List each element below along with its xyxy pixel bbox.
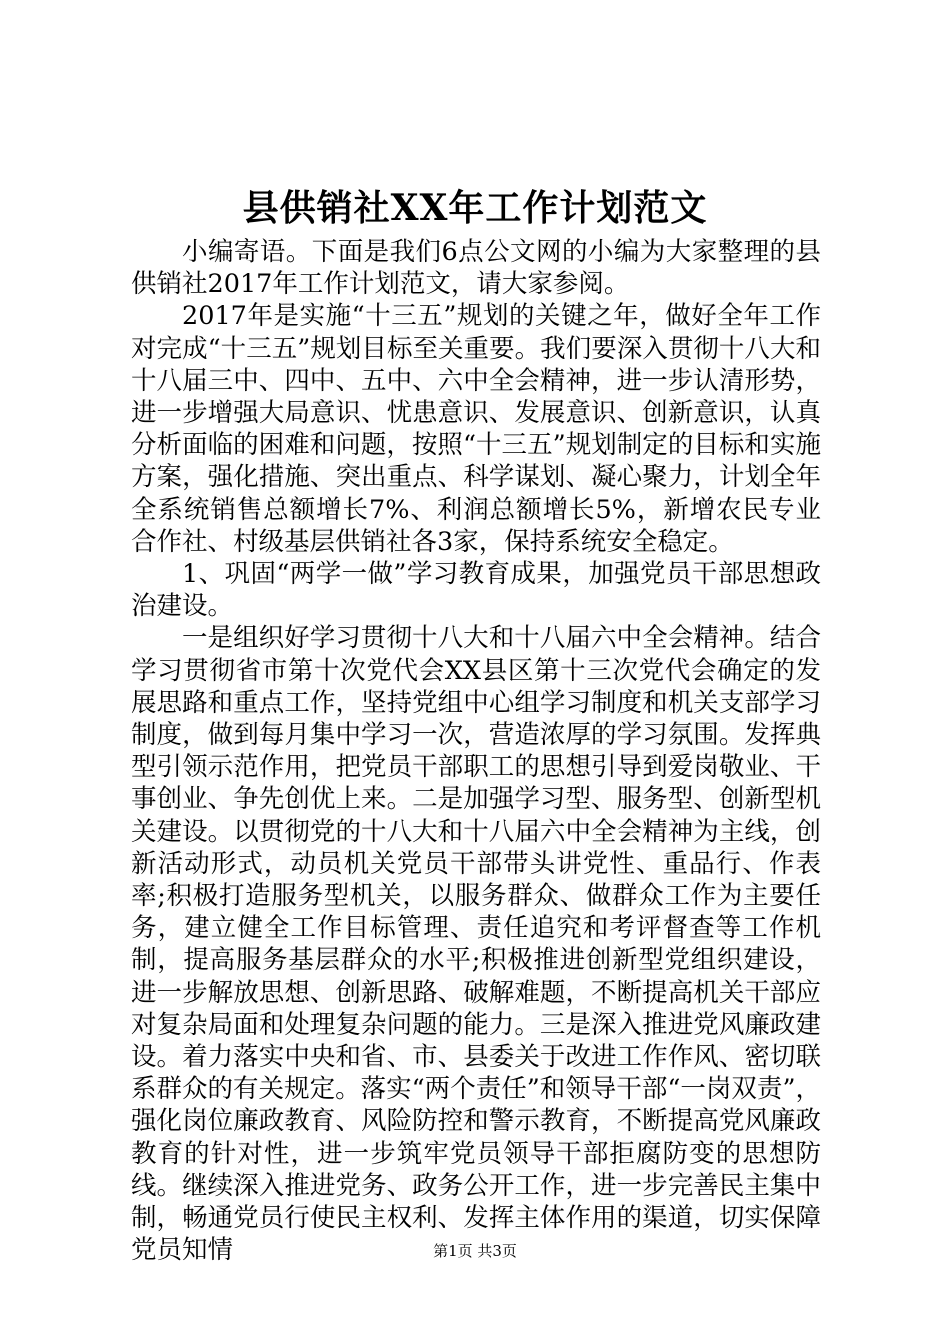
document-title: 县供销社XX年工作计划范文 — [242, 187, 708, 229]
page-footer: 第1页 共3页 — [433, 1242, 517, 1260]
document-body — [131, 236, 821, 1267]
paragraph-overview: 2017年是实施“十三五”规划的关键之年，做好全年工作对完成“十三五”规划目标至关重要。我们要深入贯彻十八大和十八届三中、四中、五中、六中全会精神，进一步认清形势，进一步增强大局意识、忧患意识、发展意识、创新意识，认真分析面临的困难和问题，按照“十三五”规划制定的目标和实施方案，强化措施、突出重点、科学谋划、凝心聚力，计划全年全系统销售总额增长7%、利润总额增长5%，新增农民专业合作社、村级基层供销社各3家，保持系统安全稳定。 — [131, 301, 821, 557]
paragraph-section-body: 一是组织好学习贯彻十八大和十八届六中全会精神。结合学习贯彻省市第十次党代会XX县区第十三次党代会确定的发展思路和重点工作，坚持党组中心组学习制度和机关支部学习制度，做到每月集中学习一次，营造浓厚的学习氛围。发挥典型引领示范作用，把党员干部职工的思想引导到爱岗敬业、干事创业、争先创优上来。二是加强学习型、服务型、创新型机关建设。以贯彻党的十八大和十八届六中全会精神为主线，创新活动形式，动员机关党员干部带头讲党性、重品行、作表率;积极打造服务型机关，以服务群众、做群众工作为主要任务，建立健全工作目标管理、责任追究和考评督查等工作机制，提高服务基层群众的水平;积极推进创新型党组织建设，进一步解放思想、创新思路、破解难题，不断提高机关干部应对复杂局面和处理复杂问题的能力。三是深入推进党风廉政建设。着力落实中央和省、市、县委关于改进工作作风、密切联系群众的有关规定。落实“两个责任”和领导干部“一岗双责”，强化岗位廉政教育、风险防控和警示教育，不断提高党风廉政教育的针对性，进一步筑牢党员领导干部拒腐防变的思想防线。继续深入推进党务、政务公开工作，进一步完善民主集中制，畅通党员行使民主权利、发挥主体作用的渠道，切实保障党员知情 — [131, 623, 821, 1266]
paragraph-intro: 小编寄语。下面是我们6点公文网的小编为大家整理的县供销社2017年工作计划范文，请大家参阅。 — [131, 237, 821, 300]
paragraph-section-heading: 1、巩固“两学一做”学习教育成果，加强党员干部思想政治建设。 — [131, 559, 821, 622]
